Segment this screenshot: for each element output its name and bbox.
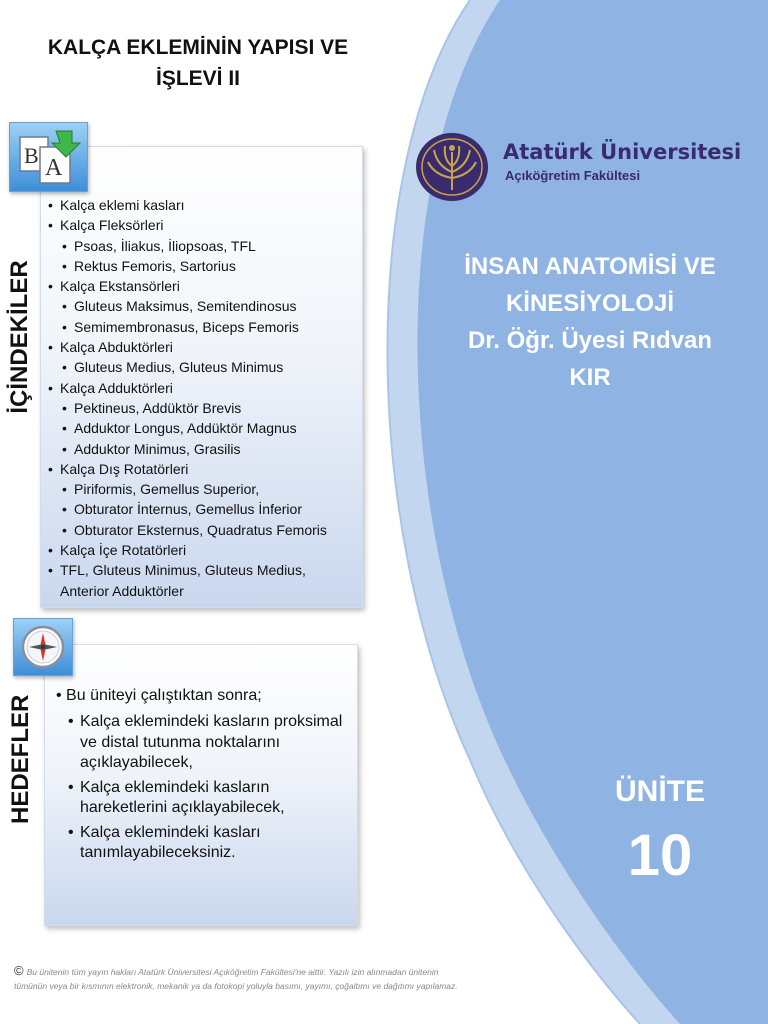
title-line-1: KALÇA EKLEMİNİN YAPISI VE — [47, 36, 349, 59]
svg-text:B: B — [24, 143, 39, 168]
contents-item: • Psoas, İliakus, İliopsoas, TFL — [62, 237, 256, 254]
contents-item: • TFL, Gluteus Minimus, Gluteus Medius, — [48, 562, 306, 579]
contents-item-continuation: Anterior Adduktörler — [60, 582, 184, 599]
goals-list — [56, 686, 346, 864]
unit-label: ÜNİTE — [615, 775, 705, 808]
contents-item: • Kalça İçe Rotatörleri — [48, 542, 187, 559]
contents-item: • Piriformis, Gemellus Superior, — [62, 481, 260, 498]
contents-item: • Kalça eklemi kasları — [48, 197, 185, 213]
copyright-symbol: © — [14, 963, 24, 978]
title-line-2: İŞLEVİ II — [155, 67, 241, 90]
contents-list — [48, 195, 358, 601]
course-info — [420, 248, 760, 396]
contents-item: • Pektineus, Addüktör Brevis — [62, 399, 242, 416]
compass-icon — [14, 619, 72, 675]
copyright-notice — [14, 964, 464, 993]
goals-label: HEDEFLER — [7, 694, 34, 824]
contents-item: • Rektus Femoris, Sartorius — [62, 257, 236, 274]
unit-number: 10 — [627, 823, 693, 888]
goals-icon-box — [13, 618, 73, 676]
contents-label: İÇİNDEKİLER — [6, 260, 33, 414]
contents-item: • Obturator İnternus, Gemellus İnferior — [62, 501, 302, 518]
contents-item: • Gluteus Maksimus, Semitendinosus — [62, 298, 297, 315]
contents-item: • Semimembronasus, Biceps Femoris — [62, 318, 299, 335]
document-title — [0, 32, 396, 94]
contents-item: • Kalça Fleksörleri — [48, 217, 164, 234]
goal-item: • Kalça eklemindeki kasları tanımlayabileceksiniz. — [68, 823, 261, 861]
svg-text:A: A — [45, 155, 63, 181]
university-name: Atatürk Üniversitesi — [503, 140, 742, 164]
university-seal-icon — [414, 132, 490, 202]
goal-item: • Kalça eklemindeki kasların proksimal ve distal tutunma noktalarını açıklayabilecek, — [68, 713, 343, 771]
contents-item: • Adduktor Longus, Addüktör Magnus — [62, 420, 297, 437]
contents-item: • Kalça Abduktörleri — [48, 339, 173, 356]
copyright-text: Bu ünitenin tüm yayın hakları Atatürk Üniversitesi Açıköğretim Fakültesi'ne aittir. Yazılı izin alınmadan ünitenin tümünün veya bir kısmının elektronik, mekanik ya da fotokopi yoluyla basımı, yayımı, çoğaltımı ve dağıtımı yapılamaz. — [14, 967, 458, 991]
course-line-4: KIR — [569, 364, 611, 391]
contents-item: • Kalça Adduktörleri — [48, 379, 173, 396]
goal-item: • Kalça eklemindeki kasların hareketlerini açıklayabilecek, — [68, 778, 285, 816]
document-transfer-icon — [10, 123, 87, 191]
course-line-3: Dr. Öğr. Üyesi Rıdvan — [467, 327, 713, 354]
course-line-2: KİNESİYOLOJİ — [505, 290, 675, 317]
contents-item: • Obturator Eksternus, Quadratus Femoris — [62, 521, 327, 538]
contents-item: • Kalça Dış Rotatörleri — [48, 460, 189, 477]
contents-item: • Kalça Ekstansörleri — [48, 278, 180, 295]
contents-item: • Adduktor Minimus, Grasilis — [62, 440, 241, 457]
contents-item: • Gluteus Medius, Gluteus Minimus — [62, 359, 284, 376]
course-line-1: İNSAN ANATOMİSİ VE — [464, 253, 716, 280]
contents-icon-box — [9, 122, 88, 192]
goals-intro: • Bu üniteyi çalıştıktan sonra; — [56, 687, 262, 704]
faculty-name: Açıköğretim Fakültesi — [505, 168, 641, 183]
